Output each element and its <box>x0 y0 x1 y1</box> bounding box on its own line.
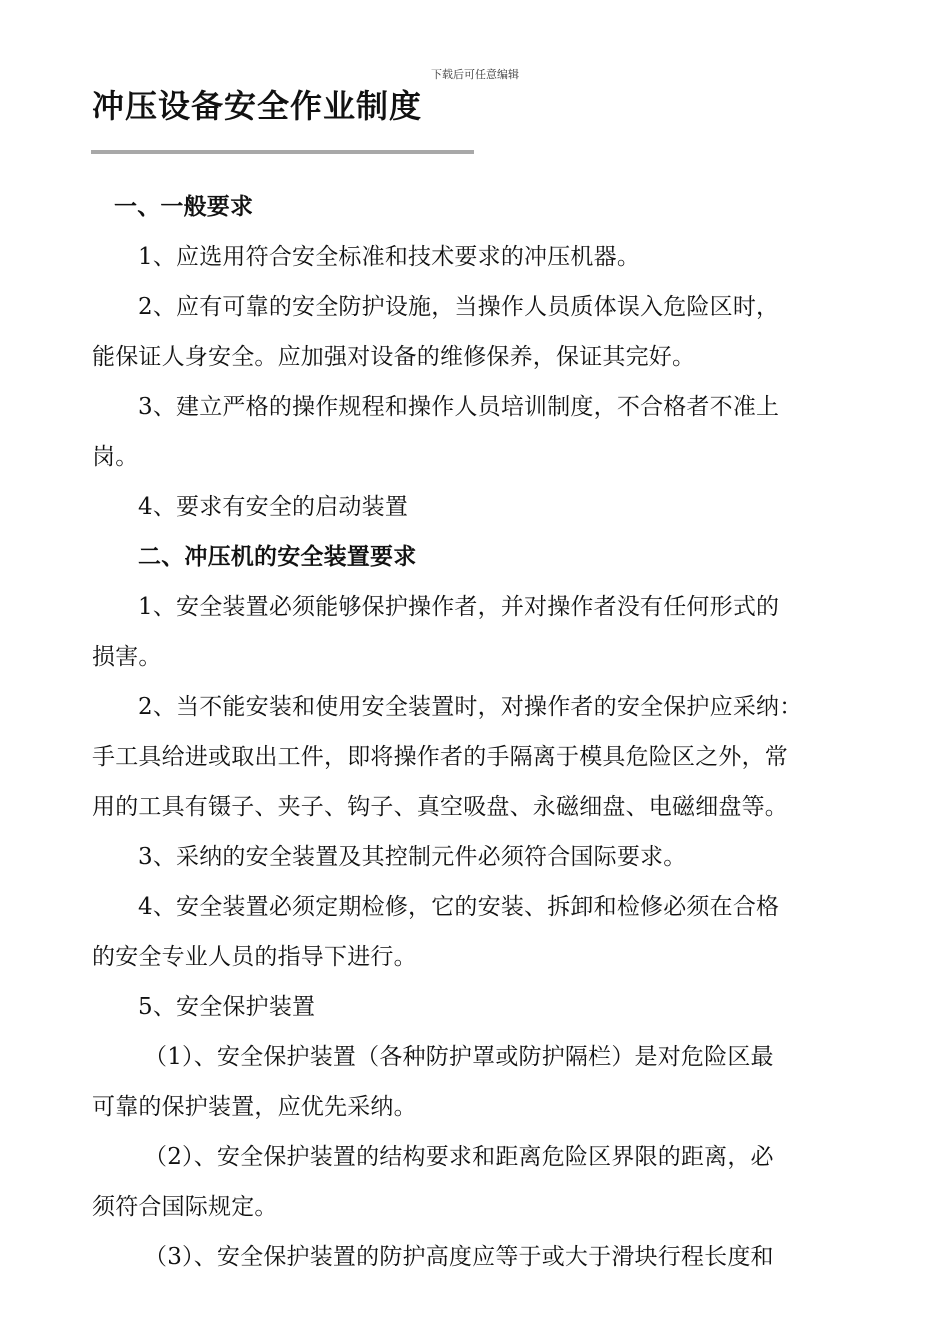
paragraph-line: 手工具给进或取出工件，即将操作者的手隔离于模具危险区之外，常 <box>92 744 788 770</box>
paragraph-line: 1、应选用符合安全标准和技术要求的冲压机器。 <box>138 244 641 270</box>
paragraph-line: 用的工具有镊子、夹子、钩子、真空吸盘、永磁细盘、电磁细盘等。 <box>92 794 788 820</box>
paragraph-line: 的安全专业人员的指导下进行。 <box>92 944 417 970</box>
paragraph-line: 损害。 <box>92 644 162 670</box>
paragraph-line: 能保证人身安全。应加强对设备的维修保养，保证其完好。 <box>92 344 696 370</box>
paragraph-line: 2、当不能安装和使用安全装置时，对操作者的安全保护应采纳： <box>138 694 803 720</box>
document-title: 冲压设备安全作业制度 <box>92 87 423 125</box>
section-heading-general: 一、一般要求 <box>114 194 254 220</box>
paragraph-line: （3）、安全保护装置的防护高度应等于或大于滑块行程长度和 <box>144 1244 774 1270</box>
paragraph-line: 3、采纳的安全装置及其控制元件必须符合国际要求。 <box>138 844 687 870</box>
paragraph-line: 岗。 <box>92 444 139 470</box>
paragraph-line: 3、建立严格的操作规程和操作人员培训制度，不合格者不准上 <box>138 394 780 420</box>
section-heading-safety-devices: 二、冲压机的安全装置要求 <box>138 544 417 570</box>
paragraph-line: 4、安全装置必须定期检修，它的安装、拆卸和检修必须在合格 <box>138 894 780 920</box>
title-divider <box>91 150 474 154</box>
paragraph-line: 须符合国际规定。 <box>92 1194 278 1220</box>
paragraph-line: 4、要求有安全的启动装置 <box>138 494 409 520</box>
paragraph-line: 2、应有可靠的安全防护设施，当操作人员质体误入危险区时， <box>138 294 780 320</box>
document-body <box>92 182 862 1282</box>
paragraph-line: （2）、安全保护装置的结构要求和距离危险区界限的距离，必 <box>144 1144 774 1170</box>
paragraph-line: （1）、安全保护装置（各种防护罩或防护隔栏）是对危险区最 <box>144 1044 774 1070</box>
paragraph-line: 可靠的保护装置，应优先采纳。 <box>92 1094 417 1120</box>
header-note: 下载后可任意编辑 <box>431 68 519 81</box>
paragraph-line: 1、安全装置必须能够保护操作者，并对操作者没有任何形式的 <box>138 594 780 620</box>
paragraph-line: 5、安全保护装置 <box>138 994 316 1020</box>
